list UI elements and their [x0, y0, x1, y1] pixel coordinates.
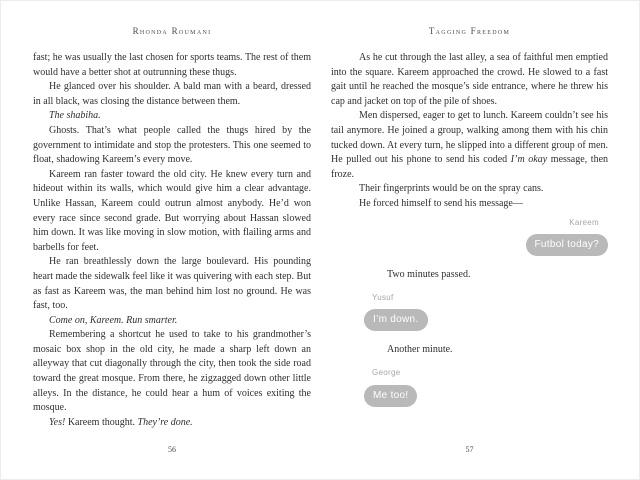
italic-text: Yes! — [49, 416, 66, 428]
right-page-paragraphs — [331, 51, 608, 212]
body-text: Kareem thought. — [65, 416, 138, 428]
paragraph — [33, 328, 311, 416]
body-text: He glanced over his shoulder. A bald man with a beard, dressed in all black, was closing the distance between them. — [33, 81, 311, 107]
running-head-title: Tagging Freedom — [428, 26, 511, 36]
chat-bubble: Futbol today? — [526, 234, 609, 256]
body-text: Ghosts. That’s what people called the thugs hired by the government to intimidate and stop the protesters. This one seemed to float, shadowing Kareem’s every move. — [33, 124, 311, 166]
body-text: message, then froze. — [331, 154, 609, 180]
body-text: Kareem ran faster toward the old city. He knew every turn and hideout within its walls, which would give him a clear advantage. Unlike Hassan, Kareem could outrun almost anybody. He’d won every race since second grade. But worrying about Hassan slowed him down. It was like moving in slow motion, with flailing arms and barbells for feet. — [33, 168, 311, 253]
chat-narration: Two minutes passed. — [387, 269, 471, 281]
chat-bubble-row — [364, 234, 608, 256]
body-text: He forced himself to send his message— — [359, 197, 523, 209]
body-text: Men dispersed, eager to get to lunch. Kareem couldn’t see his tail anymore. He joined a group, walking among them with his chin tucked down. At every turn, he slipped into a different group of men. He pulled out his phone to send his coded — [331, 110, 608, 166]
page-number-right: 57 — [465, 445, 474, 454]
italic-text: The shabiha. — [49, 110, 101, 122]
chat-bubble: Me too! — [364, 385, 417, 407]
body-text: He ran breathlessly down the large boulevard. His pounding heart made the sidewalk feel like it was quivering with each step. But as fast as Kareem was, the man behind him lost no ground. He was fast, too. — [33, 256, 311, 312]
chat-sender-label: Yusuf — [372, 292, 394, 302]
chat-sender-label: Kareem — [569, 217, 599, 227]
right-page — [331, 0, 608, 480]
paragraph — [33, 314, 311, 329]
body-text: fast; he was usually the last chosen for sports teams. The rest of them would have a better shot at outrunning these thugs. — [33, 52, 311, 78]
paragraph — [33, 51, 311, 80]
paragraph — [33, 255, 311, 313]
right-page-body-text — [331, 51, 608, 409]
body-text: As he cut through the last alley, a sea of faithful men emptied into the square. Kareem approached the crowd. He slowed to a fast gait until he reached the mosque’s side entrance, where he threw his cap and jacket on top of the pile of shoes. — [331, 52, 608, 107]
chat-conversation — [364, 216, 608, 407]
paragraph — [33, 80, 311, 109]
paragraph — [331, 109, 608, 182]
italic-text: I’m okay — [510, 154, 548, 166]
body-text: Remembering a shortcut he used to take to his grandmother’s mosaic box shop in the old city, he made a sharp left down an alleyway that cut diagonally through the city, then took the side road toward the great mosque. From there, he zigzagged down other little alleys. In the distance, he could hear a hum of voices exiting the mosque. — [33, 329, 311, 414]
chat-bubble-row — [364, 309, 608, 331]
chat-sender-label: George — [372, 367, 401, 377]
italic-text: Come on, Kareem. Run smarter. — [49, 314, 178, 326]
paragraph — [33, 168, 311, 256]
paragraph — [331, 197, 608, 212]
left-page — [33, 0, 311, 480]
chat-narration: Another minute. — [387, 344, 453, 356]
page-number-left: 56 — [168, 445, 176, 454]
paragraph — [33, 109, 311, 124]
body-text: Their fingerprints would be on the spray cans. — [359, 183, 544, 195]
paragraph — [331, 51, 608, 109]
paragraph — [33, 124, 311, 168]
paragraph — [33, 416, 311, 431]
paragraph — [331, 182, 608, 197]
running-head-author: Rhonda Roumani — [132, 26, 212, 36]
chat-bubble: I’m down. — [364, 309, 428, 331]
italic-text: They’re done. — [137, 416, 193, 428]
left-page-body-text — [33, 51, 311, 430]
chat-bubble-row — [364, 385, 608, 407]
